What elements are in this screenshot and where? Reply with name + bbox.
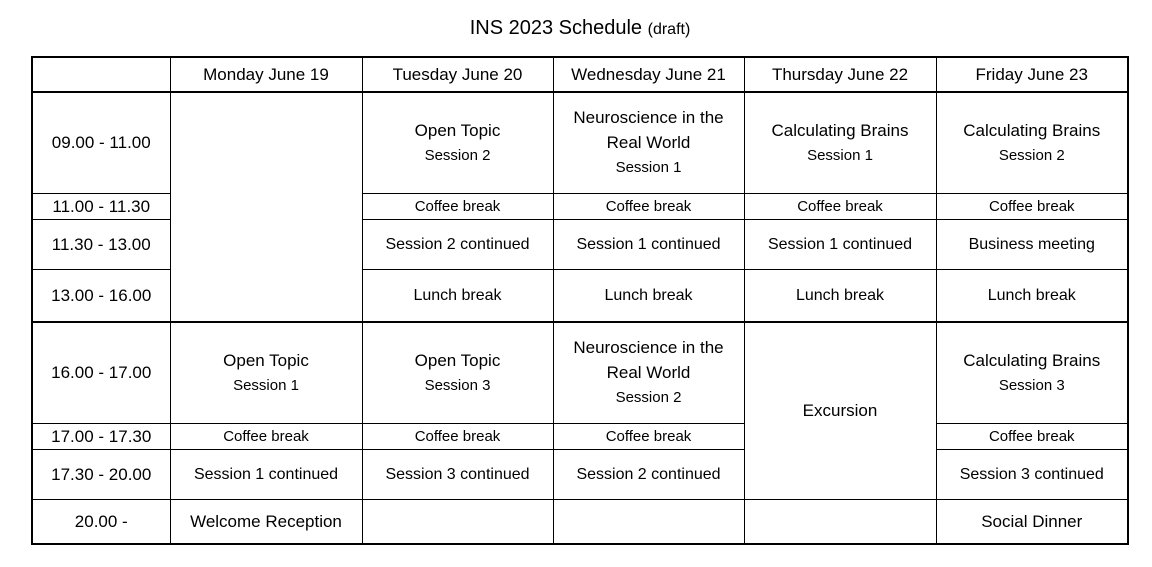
title-sub: (draft) (647, 21, 691, 38)
session-cell: Session 2 continued (362, 219, 553, 269)
time-cell: 17.30 - 20.00 (32, 449, 170, 499)
session-cell (936, 92, 1128, 193)
empty-cell (362, 499, 553, 544)
session-number: Session 2 (615, 389, 682, 407)
day-header: Thursday June 22 (744, 57, 936, 92)
time-cell: 20.00 - (32, 499, 170, 544)
session-cell (553, 92, 744, 193)
session-cell: Session 3 continued (362, 449, 553, 499)
session-cell: Business meeting (936, 219, 1128, 269)
session-title: Calculating Brains (771, 120, 909, 140)
time-cell: 11.00 - 11.30 (32, 193, 170, 219)
coffee-cell: Coffee break (744, 193, 936, 219)
session-number: Session 3 (424, 376, 491, 394)
session-cell (744, 92, 936, 193)
page-title (0, 14, 1152, 44)
day-header: Wednesday June 21 (553, 57, 744, 92)
session-title: Real World (606, 363, 691, 383)
session-title: Real World (606, 133, 691, 153)
session-cell (553, 322, 744, 423)
session-cell: Session 2 continued (553, 449, 744, 499)
time-cell: 11.30 - 13.00 (32, 219, 170, 269)
time-cell: 17.00 - 17.30 (32, 423, 170, 449)
title-main: INS 2023 Schedule (469, 17, 643, 39)
table-row (32, 449, 1128, 499)
day-header: Monday June 19 (170, 57, 362, 92)
event-cell: Welcome Reception (170, 499, 362, 544)
session-title: Open Topic (223, 350, 309, 370)
coffee-cell: Coffee break (362, 193, 553, 219)
event-cell: Social Dinner (936, 499, 1128, 544)
time-cell: 09.00 - 11.00 (32, 92, 170, 193)
table-row (32, 322, 1128, 423)
coffee-cell: Coffee break (553, 423, 744, 449)
lunch-cell: Lunch break (362, 269, 553, 322)
session-title: Open Topic (414, 350, 501, 370)
session-number: Session 1 (233, 376, 299, 394)
lunch-cell: Lunch break (936, 269, 1128, 322)
session-cell: Session 3 continued (936, 449, 1128, 499)
session-cell: Session 1 continued (744, 219, 936, 269)
session-cell (362, 322, 553, 423)
schedule-table (31, 56, 1129, 545)
session-number: Session 1 (807, 146, 873, 164)
excursion-cell: Excursion (744, 322, 936, 499)
coffee-cell: Coffee break (170, 423, 362, 449)
lunch-cell: Lunch break (553, 269, 744, 322)
session-title: Calculating Brains (963, 350, 1101, 370)
session-number: Session 2 (998, 146, 1065, 164)
session-cell (936, 322, 1128, 423)
session-cell: Session 1 continued (170, 449, 362, 499)
coffee-cell: Coffee break (362, 423, 553, 449)
day-header: Tuesday June 20 (362, 57, 553, 92)
session-title: Neuroscience in the (573, 108, 724, 128)
table-row (32, 92, 1128, 193)
coffee-cell: Coffee break (936, 423, 1128, 449)
session-number: Session 1 (615, 159, 682, 177)
empty-cell (170, 92, 362, 322)
table-row (32, 499, 1128, 544)
time-cell: 16.00 - 17.00 (32, 322, 170, 423)
session-cell (170, 322, 362, 423)
session-title: Calculating Brains (963, 120, 1101, 140)
session-title: Neuroscience in the (573, 338, 724, 358)
session-cell (362, 92, 553, 193)
coffee-cell: Coffee break (553, 193, 744, 219)
corner-cell (32, 57, 170, 92)
coffee-cell: Coffee break (936, 193, 1128, 219)
time-cell: 13.00 - 16.00 (32, 269, 170, 322)
table-row (32, 423, 1128, 449)
lunch-cell: Lunch break (744, 269, 936, 322)
empty-cell (744, 499, 936, 544)
empty-cell (553, 499, 744, 544)
session-title: Open Topic (414, 120, 501, 140)
session-number: Session 3 (998, 376, 1065, 394)
session-cell: Session 1 continued (553, 219, 744, 269)
day-header: Friday June 23 (936, 57, 1128, 92)
header-row (32, 57, 1128, 92)
session-number: Session 2 (424, 146, 491, 164)
